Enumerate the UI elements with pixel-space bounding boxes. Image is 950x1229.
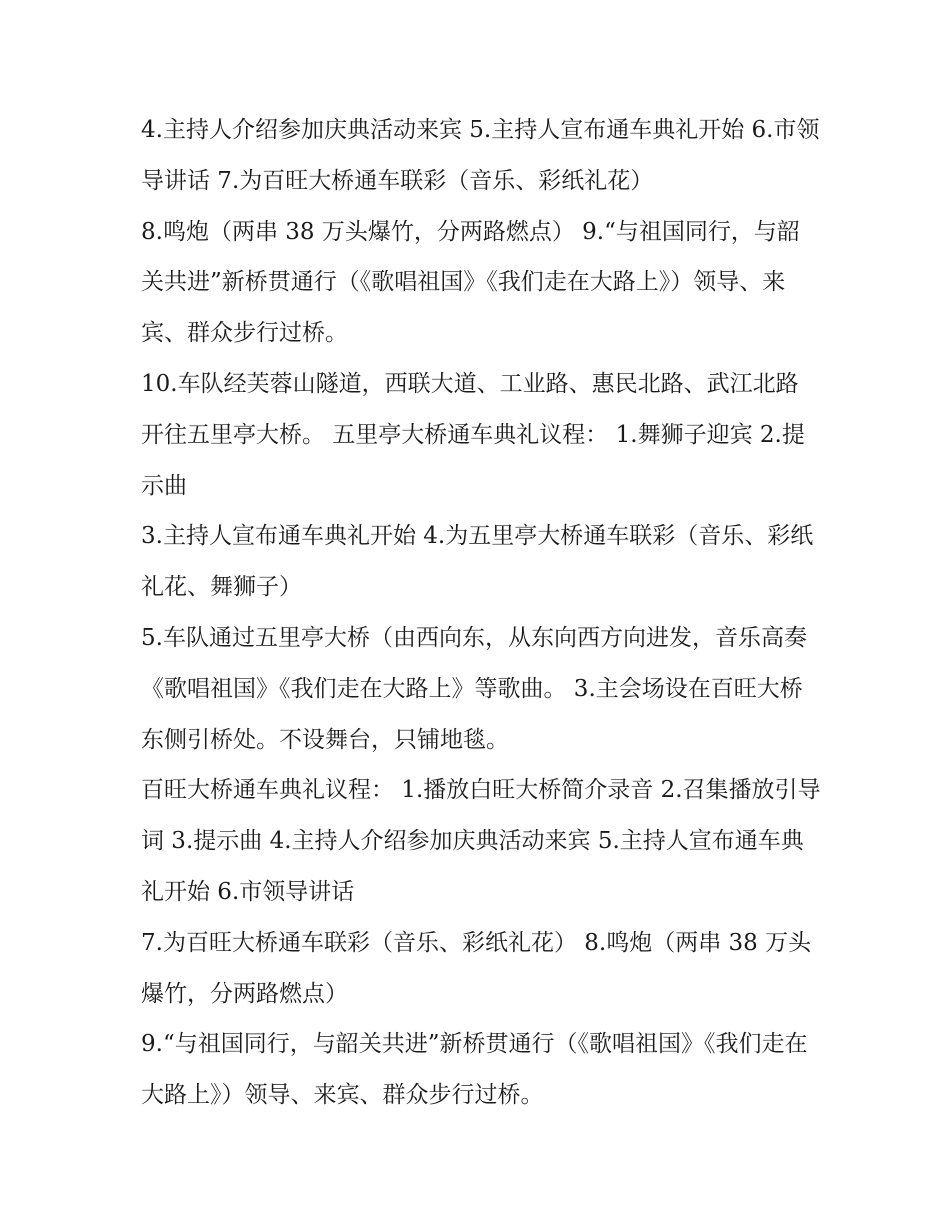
paragraph-5: 5.车队通过五里亭大桥（由西向东，从东向西方向进发，音乐高奏《歌唱祖国》《我们走在大路上》等歌曲。 3.主会场设在百旺大桥东侧引桥处。不设舞台，只铺地毯。 <box>141 624 807 753</box>
document-body <box>141 105 821 1121</box>
paragraph-2: 8.鸣炮（两串 38 万头爆竹，分两路燃点） 9.“与祖国同行，与韶关共进”新桥贯通行（《歌唱祖国》《我们走在大路上》）领导、来宾、群众步行过桥。 <box>141 218 800 347</box>
paragraph-4: 3.主持人宣布通车典礼开始 4.为五里亭大桥通车联彩（音乐、彩纸礼花、舞狮子） <box>141 523 814 601</box>
paragraph-7: 7.为百旺大桥通车联彩（音乐、彩纸礼花） 8.鸣炮（两串 38 万头爆竹，分两路燃点） <box>141 929 812 1007</box>
paragraph-3: 10.车队经芙蓉山隧道，西联大道、工业路、惠民北路、武江北路开往五里亭大桥。 五里亭大桥通车典礼议程： 1.舞狮子迎宾 2.提示曲 <box>141 370 805 499</box>
paragraph-1: 4.主持人介绍参加庆典活动来宾 5.主持人宣布通车典礼开始 6.市领导讲话 7.为百旺大桥通车联彩（音乐、彩纸礼花） <box>141 117 820 194</box>
paragraph-8: 9.“与祖国同行，与韶关共进”新桥贯通行（《歌唱祖国》《我们走在大路上》）领导、来宾、群众步行过桥。 <box>141 1031 808 1109</box>
paragraph-6: 百旺大桥通车典礼议程： 1.播放白旺大桥简介录音 2.召集播放引导词 3.提示曲 4.主持人介绍参加庆典活动来宾 5.主持人宣布通车典礼开始 6.市领导讲话 <box>141 777 821 905</box>
